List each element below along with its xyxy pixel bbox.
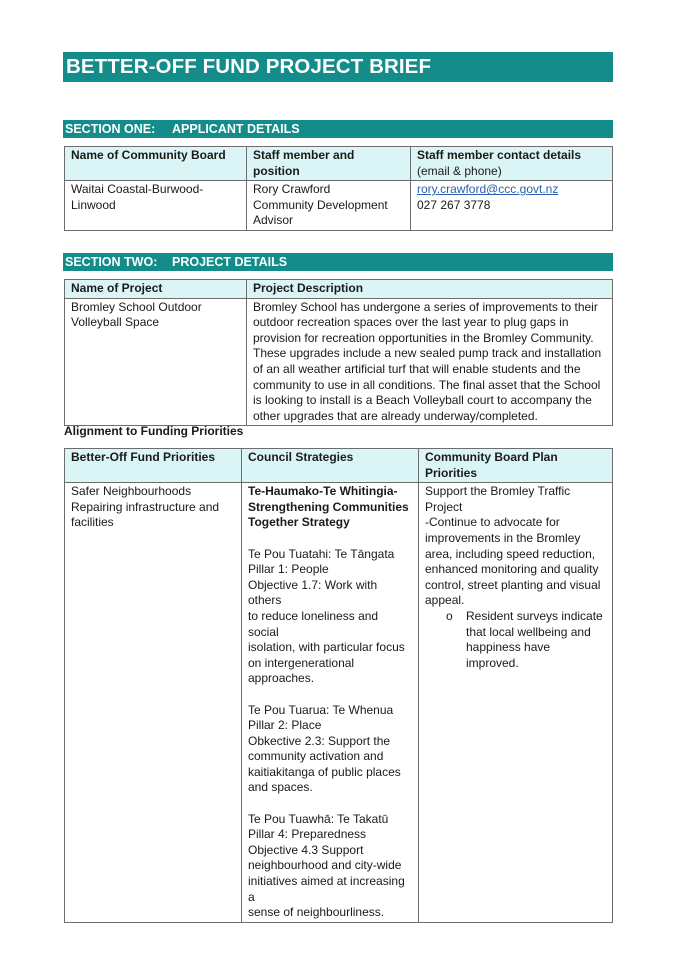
alignment-value-row [65, 483, 613, 923]
section-one-number: SECTION ONE: [65, 122, 156, 136]
alignment-table [64, 448, 613, 923]
contact-email-link[interactable]: rory.crawford@ccc.govt.nz [417, 182, 559, 197]
applicant-value-row [65, 181, 613, 231]
applicant-header-row [65, 147, 613, 181]
alignment-heading: Alignment to Funding Priorities [64, 424, 244, 438]
project-name-value: Bromley School Outdoor Volleyball Space [65, 298, 247, 426]
section-one-bar [63, 120, 613, 138]
staff-header: Staff member and position [247, 147, 411, 181]
board-header: Name of Community Board [65, 147, 247, 181]
alignment-header-row [65, 449, 613, 483]
project-desc-header: Project Description [247, 280, 613, 299]
applicant-details-table [64, 146, 613, 231]
contact-header: Staff member contact details (email & phone) [411, 147, 613, 181]
priorities-header: Better-Off Fund Priorities [65, 449, 242, 483]
project-desc-value: Bromley School has undergone a series of improvements to their outdoor recreation spaces over the last year to plug gaps in provision for recreation opportunities in the Bromley Community. These upgrades include a new sealed pump track and installation of an all weather artificial turf that will enable students and the community to use in all conditions. The final asset that the School is looking to install is a Beach Volleyball court to accompany the other upgrades that are already underway/completed. [247, 298, 613, 426]
board-plan-bullet-item: o Resident surveys indicate that local wellbeing and happiness have improved. [446, 608, 603, 670]
project-details-table [64, 279, 613, 426]
staff-value: Rory Crawford Community Development Advisor [247, 181, 411, 231]
contact-phone: 027 267 3778 [417, 197, 491, 212]
project-header-row [65, 280, 613, 299]
council-header: Council Strategies [242, 449, 419, 483]
board-plan-header: Community Board Plan Priorities [419, 449, 613, 483]
section-two-label: PROJECT DETAILS [172, 255, 288, 269]
section-one-label: APPLICANT DETAILS [172, 122, 300, 136]
section-two-bar [63, 253, 613, 271]
board-plan-value: Support the Bromley Traffic Project -Continue to advocate for improvements in the Bromley area, including speed reduction, enhanced monitoring and quality control, street planting and visual appeal. o Resident surveys indicate that local wellbeing and happiness have improved. [419, 483, 613, 923]
document-title: BETTER-OFF FUND PROJECT BRIEF [63, 52, 613, 82]
council-value: Te-Haumako-Te Whitingia- Strengthening Communities Together Strategy Te Pou Tuatahi: Te Tāngata Pillar 1: People Objective 1.7: Work with others to reduce loneliness and social isolation, with particular focus on intergenerational approaches. Te Pou Tuarua: Te Whenua Pillar 2: Place Obkective 2.3: Support the community activation and kaitiakitanga of public places and spaces. Te Pou Tuawhā: Te Takatū Pillar 4: Preparedness Objective 4.3 Support neighbourhood and city-wide initiatives aimed at increasing a sense of neighbourliness. [242, 483, 419, 923]
board-value: Waitai Coastal-Burwood- Linwood [65, 181, 247, 231]
priorities-value: Safer Neighbourhoods Repairing infrastructure and facilities [65, 483, 242, 923]
project-name-header: Name of Project [65, 280, 247, 299]
bullet-marker: o [446, 608, 453, 623]
section-two-number: SECTION TWO: [65, 255, 158, 269]
contact-value [411, 181, 613, 231]
project-value-row [65, 298, 613, 426]
